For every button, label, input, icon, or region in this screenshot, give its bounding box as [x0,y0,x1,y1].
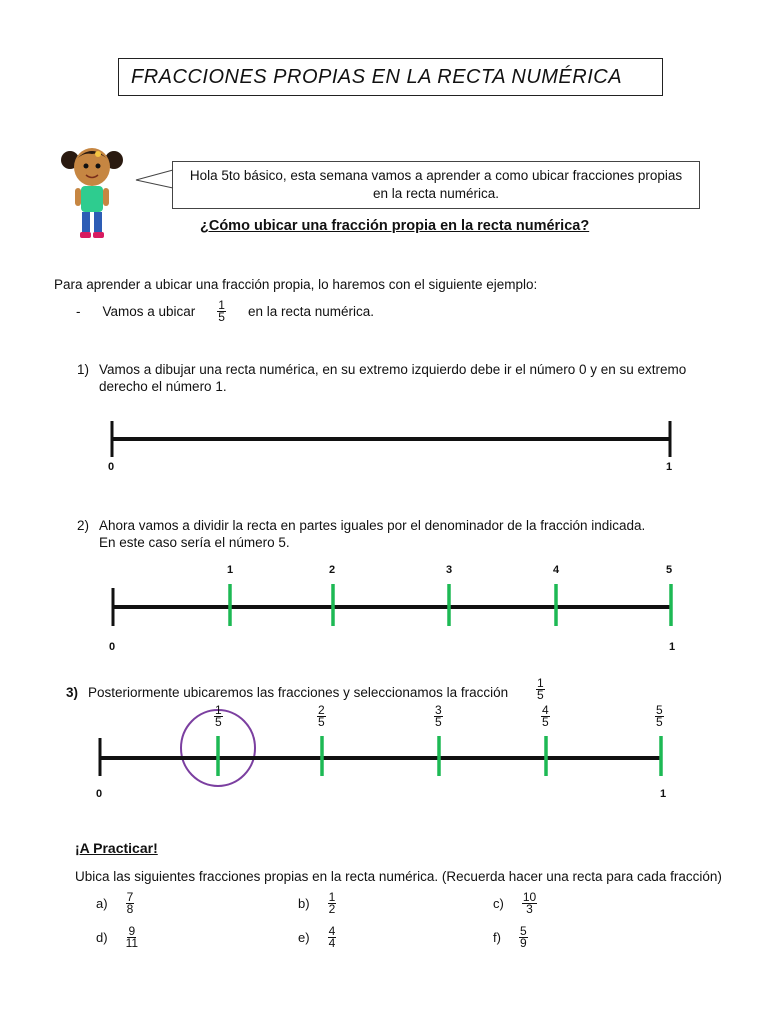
line3-frac-4 [541,705,550,728]
line3-frac-4-den: 5 [542,715,549,729]
exercise-a-num: 7 [126,890,134,904]
number-line-2 [100,580,690,630]
exercise-c-fraction [522,892,537,915]
step2-text [99,517,645,551]
bullet-after: en la recta numérica. [247,304,375,319]
exercise-a-fraction [126,892,135,915]
speech-bubble [172,161,700,209]
exercise-f-label: f) [493,930,501,945]
speech-pointer [134,168,174,192]
line1-label-0: 0 [108,461,115,473]
line2-tick-label-2: 2 [329,564,336,576]
exercise-d [96,926,138,949]
exercise-d-label: d) [96,930,108,945]
exercise-b-num: 1 [328,890,336,904]
bubble-line-1: Hola 5to básico, esta semana vamos a aprender a como ubicar fracciones propias [189,168,683,183]
line3-frac-1-den: 5 [215,715,222,729]
exercise-b-fraction [328,892,337,915]
girl-illustration [56,140,128,242]
line3-frac-3-num: 3 [435,703,442,717]
exercise-c-label: c) [493,896,504,911]
exercise-a-den: 8 [126,902,134,916]
exercise-c [493,892,537,915]
line3-frac-2-num: 2 [318,703,325,717]
line3-label-1: 1 [660,788,667,800]
line1-label-1: 1 [666,461,673,473]
line2-tick-label-3: 3 [446,564,453,576]
exercise-f-fraction [519,926,528,949]
exercise-a-label: a) [96,896,108,911]
step3-fraction [536,678,545,701]
fraction-numerator: 1 [218,298,225,312]
exercise-f [493,926,528,949]
bullet-fraction [217,300,226,323]
exercise-c-num: 10 [522,890,537,904]
step2-number: 2) [77,518,90,533]
line3-frac-3 [434,705,443,728]
exercise-b [298,892,336,915]
exercise-d-den: 11 [125,936,139,950]
exercise-b-den: 2 [328,902,336,916]
exercise-e-den: 4 [328,936,336,950]
practice-instructions: Ubica las siguientes fracciones propias en la recta numérica. (Recuerda hacer una recta para cada fracción) [75,869,722,884]
step1-text [99,361,686,395]
line3-frac-5 [655,705,664,728]
line3-frac-5-den: 5 [656,715,663,729]
page-title [118,58,663,96]
line3-frac-3-den: 5 [435,715,442,729]
exercise-d-fraction [126,926,138,949]
line2-tick-label-1: 1 [227,564,234,576]
exercise-d-num: 9 [128,924,136,938]
practice-title: ¡A Practicar! [75,840,158,856]
line3-frac-2 [317,705,326,728]
intro-text: Para aprender a ubicar una fracción propia, lo haremos con el siguiente ejemplo: [54,277,538,292]
step2-line-2: En este caso sería el número 5. [99,535,290,550]
exercise-c-den: 3 [526,902,533,916]
exercise-a [96,892,134,915]
step1-number: 1) [77,362,90,377]
line2-tick-label-5: 5 [666,564,673,576]
page-title-text: FRACCIONES PROPIAS EN LA RECTA NUMÉRICA [131,65,623,88]
line3-frac-4-num: 4 [542,703,549,717]
step1-line-2: derecho el número 1. [99,379,227,394]
number-line-3 [90,700,680,790]
bubble-line-2: en la recta numérica. [372,186,500,201]
step3-denominator: 5 [537,688,544,702]
bullet-dash: - [76,304,81,319]
step1-line-1: Vamos a dibujar una recta numérica, en su extremo izquierdo debe ir el número 0 y en su extremo [99,362,687,377]
exercise-e-num: 4 [328,924,336,938]
exercise-f-den: 9 [519,936,527,950]
line3-frac-5-num: 5 [656,703,663,717]
section-subtitle: ¿Cómo ubicar una fracción propia en la recta numérica? [200,218,590,234]
line3-frac-2-den: 5 [318,715,325,729]
exercise-e-label: e) [298,930,310,945]
step3-text: Posteriormente ubicaremos las fracciones y seleccionamos la fracción [88,685,509,700]
number-line-1 [100,415,690,465]
step3-number: 3) [66,685,79,700]
exercise-e-fraction [328,926,337,949]
exercise-f-num: 5 [519,924,527,938]
step2-line-1: Ahora vamos a dividir la recta en partes iguales por el denominador de la fracción indicada. [99,518,646,533]
line2-label-0: 0 [109,641,116,653]
line3-frac-1 [214,705,223,728]
exercise-e [298,926,336,949]
fraction-denominator: 5 [218,310,225,324]
exercise-b-label: b) [298,896,310,911]
line2-tick-label-4: 4 [553,564,560,576]
line3-frac-1-num: 1 [215,703,222,717]
bullet-line [76,300,374,323]
line3-label-0: 0 [96,788,103,800]
step3-numerator: 1 [537,676,544,690]
bullet-before: Vamos a ubicar [102,304,196,319]
line2-label-1: 1 [669,641,676,653]
